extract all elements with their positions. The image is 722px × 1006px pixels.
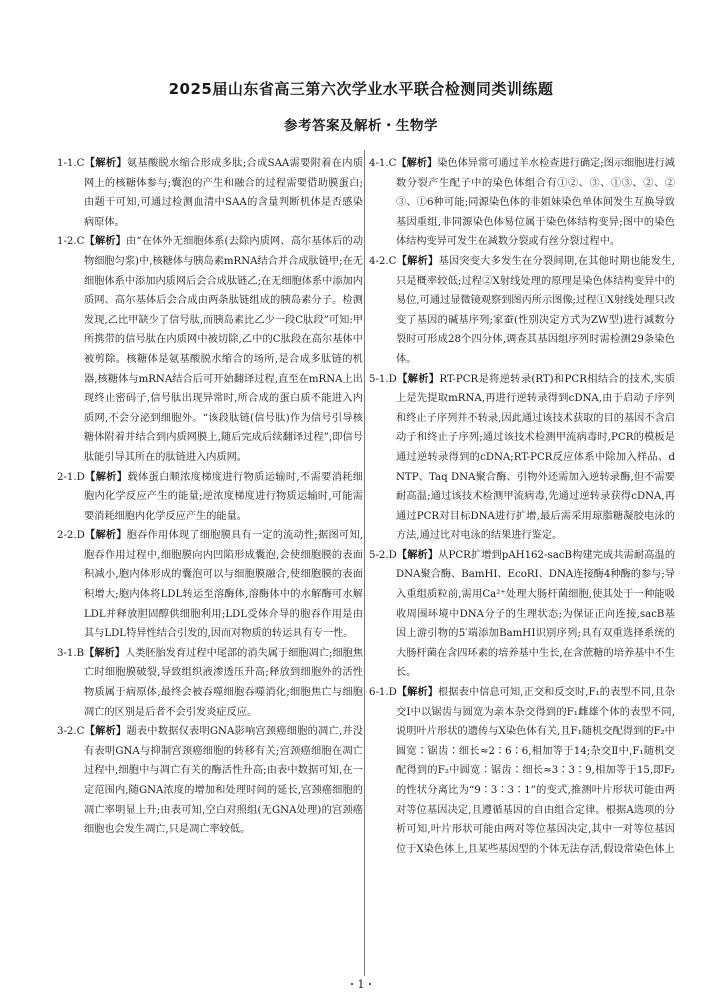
document-title: 2025届山东省高三第六次学业水平联合检测同类训练题 — [168, 80, 554, 98]
question-number: 5-2.D — [369, 549, 397, 561]
answer-item — [369, 683, 675, 859]
analysis-tag: 【解析】 — [396, 687, 439, 699]
question-number: 1-1.C — [57, 158, 85, 169]
answer-item — [57, 468, 363, 527]
analysis-tag: 【解析】 — [396, 549, 439, 561]
analysis-text: 胞吞作用体现了细胞膜具有一定的流动性;据图可知,胞吞作用过程中,细胞膜向内凹陷形成囊泡,会使细胞膜的表面积减小,胞内体形成的囊泡可以与细胞膜融合,使细胞膜的表面积增大;胞内体将LDL转运至溶酶体,溶酶体中的水解酶可水解LDL并释放胆固醇供细胞利用;LDL受体介导的胞吞作用是由其与LDL特异性结合引发的,因而对物质的转运具有专一性。 — [84, 530, 363, 640]
analysis-tag: 【解析】 — [396, 158, 438, 169]
analysis-text: RT-PCR是将逆转录(RT)和PCR相结合的技术,实质上是先提取mRNA,再进行逆转录得到cDNA,由于启动子序列和终止子序列并不转录,因此通过该技术获取的目的基因不含启动子和终止子序列;通过该技术检测甲流病毒时,PCR的模板是通过逆转录得到的cDNA;RT-PCR反应体系中除加入样品、dNTP、Taq DNA聚合酶、引物外还需加入逆转录酶,但不需要耐高温;通过该技术检测甲流病毒,先通过逆转录获得cDNA,再通过PCR对目标DNA进行扩增,最后需采用琼脂糖凝胶电泳的方法,通过比对电泳的结果进行鉴定。 — [396, 373, 675, 542]
analysis-tag: 【解析】 — [84, 158, 127, 169]
page-number: ・1・ — [346, 978, 376, 991]
answer-item — [57, 644, 363, 722]
analysis-tag: 【解析】 — [84, 647, 125, 659]
analysis-tag: 【解析】 — [84, 726, 127, 738]
answer-item — [369, 154, 675, 252]
analysis-text: 染色体异常可通过羊水检查进行确定;图示细胞进行减数分裂产生配子中的染色体组合有①②、③、①③、②、②③、①6种可能;同源染色体的非姐妹染色单体间发生互换导致基因重组,非同源染色体易位属于染色体结构变异;图中的染色体结构变异可发生在减数分裂或有丝分裂过程中。 — [396, 158, 675, 248]
answer-item — [369, 252, 675, 370]
question-number: 3-2.C — [57, 726, 85, 738]
analysis-text: 人类胚胎发育过程中尾部的消失属于细胞凋亡;细胞焦亡时细胞膜破裂,导致组织液渗透压升高;释放到细胞外的活性物质属于病原体,最终会被吞噬细胞吞噬消化;细胞焦亡与细胞凋亡的区别是后者不会引发炎症反应。 — [84, 647, 363, 718]
question-number: 6-1.D — [369, 687, 397, 699]
answer-item — [369, 370, 675, 546]
analysis-text: 基因突变大多发生在分裂间期,在其他时期也能发生,只是概率较低;过程②X射线处理的原理是染色体结构变异中的易位,可通过显微镜观察到图丙所示图像;过程①X射线处理只改变了基因的碱基序列;家蚕(性别决定方式为ZW型)进行减数分裂时可形成28个四分体,调查其基因组序列时需检测29条染色体。 — [396, 255, 675, 365]
analysis-text: 氨基酸脱水缩合形成多肽;合成SAA需要附着在内质网上的核糖体参与;囊泡的产生和融合的过程需要借助膜蛋白;由题干可知,可通过检测血清中SAA的含量判断机体是否感染病原体。 — [84, 158, 363, 228]
question-number: 3-1.B — [57, 647, 85, 659]
analysis-tag: 【解析】 — [84, 236, 127, 248]
question-number: 5-1.D — [369, 373, 397, 385]
question-number: 4-2.C — [369, 255, 397, 267]
question-number: 2-2.D — [57, 530, 85, 542]
analysis-tag: 【解析】 — [84, 471, 128, 483]
analysis-tag: 【解析】 — [396, 373, 440, 385]
analysis-text: 载体蛋白顺浓度梯度进行物质运输时,不需要消耗细胞内化学反应产生的能量;逆浓度梯度进行物质运输时,可能需要消耗细胞内化学反应产生的能量。 — [84, 471, 363, 522]
document-subtitle: 参考答案及解析・生物学 — [284, 118, 438, 134]
answer-item — [57, 154, 363, 232]
question-number: 4-1.C — [369, 158, 397, 169]
analysis-text: 根据表中信息可知,正交和反交时,F₁的表型不同,且杂交Ⅰ中以锯齿与圆宽为亲本杂交得到的F₁雌雄个体的表型不同,说明叶片形状的遗传与X染色体有关,且F₁随机交配得到的F₂中圆宽∶锯齿∶细长≈2∶6∶6,相加等于14;杂交Ⅱ中,F₁随机交配得到的F₂中圆宽∶锯齿∶细长≈3∶3∶9,相加等于15,即F₂的性状分离比为“9∶3∶3∶1”的变式,推测叶片形状可能由两对等位基因决定,且遵循基因的自由组合定律。根据A选项的分析可知,叶片形状可能由两对等位基因决定,其中一对等位基因位于X染色体上,且某些基因型的个体无法存活,假设常染色体上 — [396, 687, 675, 855]
question-number: 2-1.D — [57, 471, 85, 483]
answer-item — [369, 546, 675, 683]
analysis-tag: 【解析】 — [396, 255, 439, 267]
analysis-text: 由“在体外无细胞体系(去除内质网、高尔基体后的动物细胞匀浆)中,核糖体与胰岛素mRNA结合并合成肽链甲;在无细胞体系中添加内质网后会合成肽链乙;在无细胞体系中添加内质网、高尔基体后会合成由两条肽链组成的胰岛素分子。检测发现,乙比甲缺少了信号肽,而胰岛素比乙少一段C肽段”可知:甲所携带的信号肽在内质网中被切除,乙中的C肽段在高尔基体中被剪除。核糖体是氨基酸脱水缩合的场所,是合成多肽链的机器,核糖体与mRNA结合后可开始翻译过程,直至在mRNA上出现终止密码子,信号肽出现异常时,所合成的蛋白质不能进入内质网,不会分泌到细胞外。“该段肽链(信号肽)作为信号引导核糖体附着并结合到内质网膜上,随后完成后续翻译过程”,即信号肽能引导其所在的肽链进入内质网。 — [84, 236, 363, 463]
answer-item — [57, 526, 363, 644]
answer-item — [57, 722, 363, 840]
answer-item — [57, 232, 363, 467]
column-divider — [364, 150, 365, 976]
analysis-text: 题表中数据仅表明GNA影响宫颈癌细胞的凋亡,并没有表明GNA与抑制宫颈癌细胞的转移有关;宫颈癌细胞在凋亡过程中,细胞中与凋亡有关的酶活性升高;由表中数据可知,在一定范围内,随GNA浓度的增加和处理时间的延长,宫颈癌细胞的凋亡率明显上升;由表可知,空白对照组(无GNA处理)的宫颈癌细胞也会发生凋亡,只是凋亡率较低。 — [84, 726, 363, 836]
question-number: 1-2.C — [57, 236, 85, 248]
analysis-tag: 【解析】 — [84, 530, 127, 542]
left-column — [57, 154, 363, 974]
right-column — [369, 154, 675, 974]
analysis-text: 从PCR扩增到pAH162-sacB构建完成共需耐高温的DNA聚合酶、BamHⅠ、EcoRⅠ、DNA连接酶4种酶的参与;导入重组质粒前,需用Ca²⁺处理大肠杆菌细胞,使其处于一种能吸收周围环境中DNA分子的生理状态;为保证正向连接,sacB基因上游引物的5′端添加BamHⅠ识别序列;具有双重选择系统的大肠杆菌在含四环素的培养基中生长,在含蔗糖的培养基中不生长。 — [396, 549, 675, 679]
